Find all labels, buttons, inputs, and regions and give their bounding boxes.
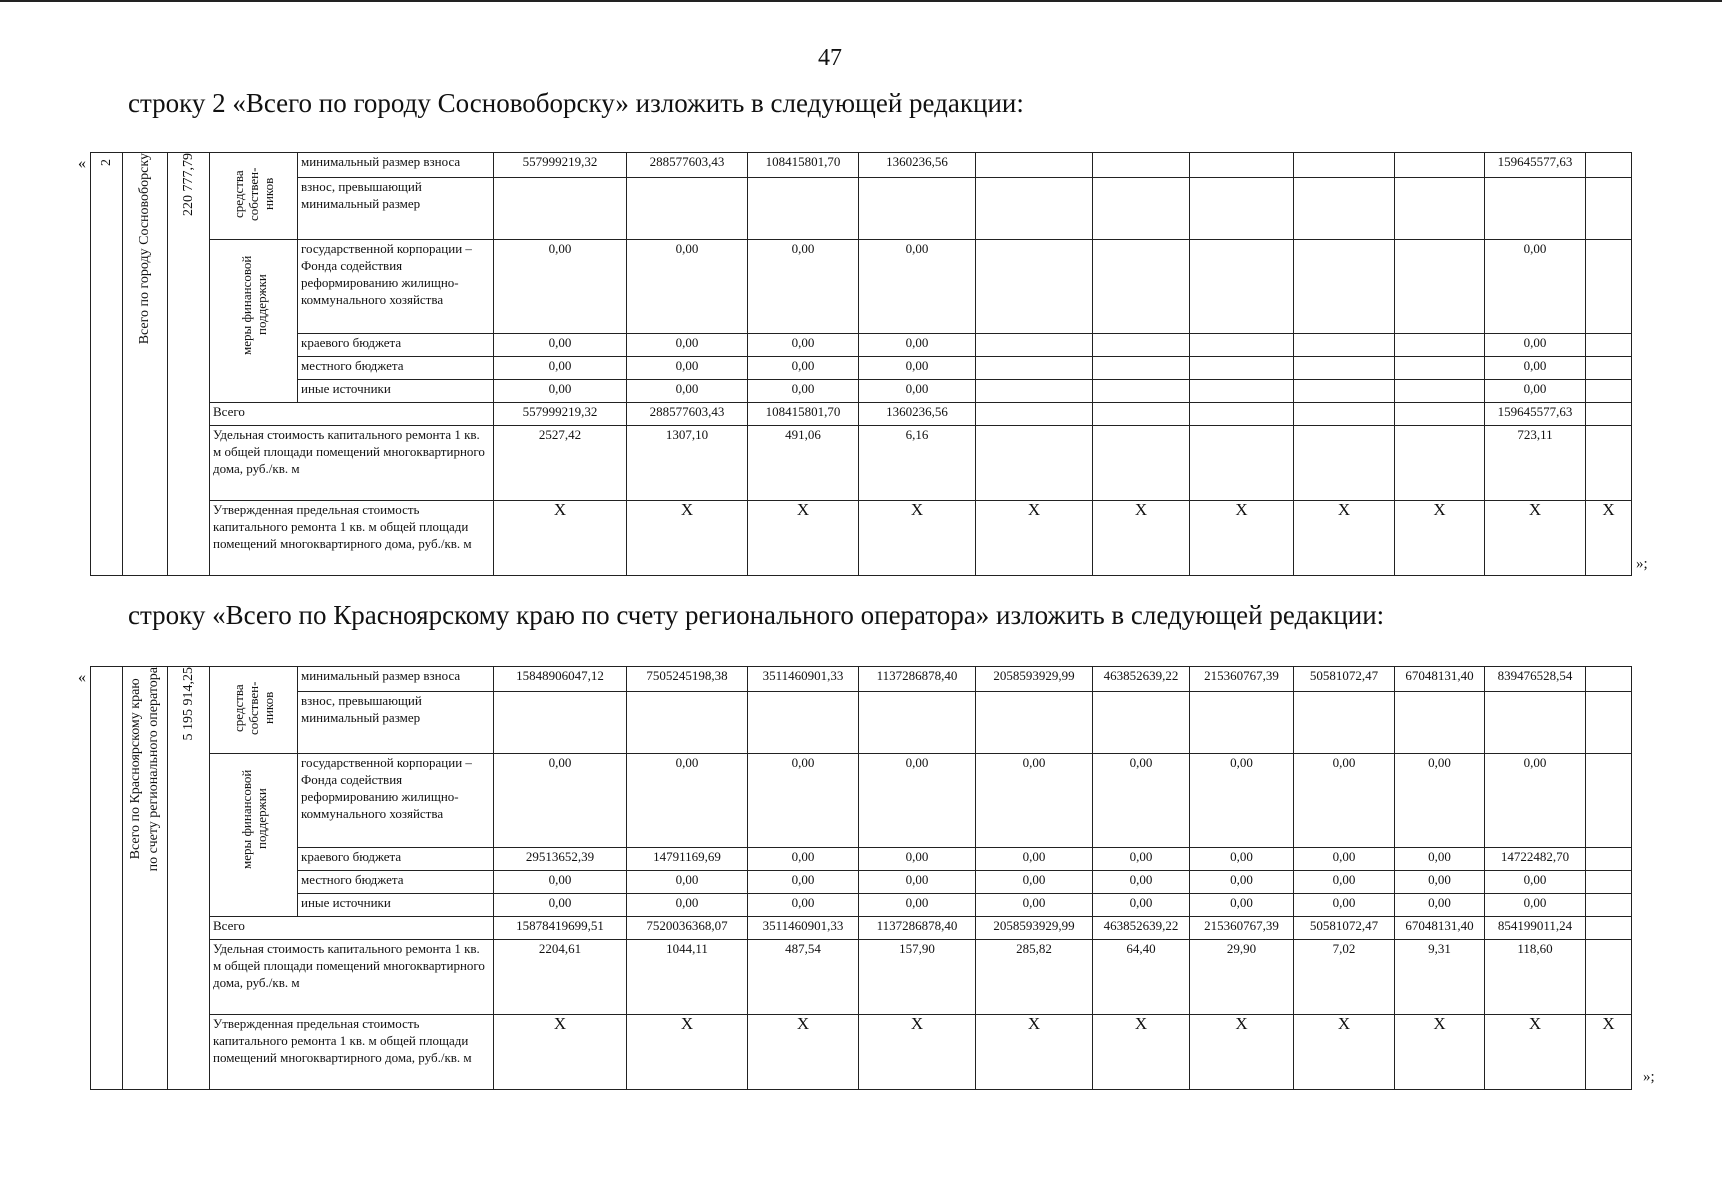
total-col-8: 50581072,47 xyxy=(1294,917,1395,940)
local-budget-col-7 xyxy=(1190,357,1294,380)
regional-budget-col-1: 29513652,39 xyxy=(494,848,627,871)
local-budget-col-8: 0,00 xyxy=(1294,871,1395,894)
regional-budget-col-6 xyxy=(1093,334,1190,357)
unit-cost-col-2: 1044,11 xyxy=(627,940,748,1015)
local-budget-col-10: 0,00 xyxy=(1485,871,1586,894)
state-corp-col-11 xyxy=(1586,754,1632,848)
total-col-11 xyxy=(1586,917,1632,940)
regional-budget-col-4: 0,00 xyxy=(859,848,976,871)
approved-limit-col-2: X xyxy=(627,1015,748,1090)
over-min-fee-label: взнос, превышающий минимальный размер xyxy=(298,691,494,753)
min-fee-col-5 xyxy=(976,153,1093,178)
regional-budget-col-7 xyxy=(1190,334,1294,357)
approved-limit-col-8: X xyxy=(1294,501,1395,576)
regional-budget-col-5 xyxy=(976,334,1093,357)
total-col-1: 15878419699,51 xyxy=(494,917,627,940)
approved-limit-col-11: X xyxy=(1586,501,1632,576)
other-sources-col-7 xyxy=(1190,380,1294,403)
local-budget-col-3: 0,00 xyxy=(748,871,859,894)
total-col-10: 854199011,24 xyxy=(1485,917,1586,940)
row-number-cell xyxy=(91,667,123,1090)
local-budget-col-2: 0,00 xyxy=(627,871,748,894)
approved-limit-col-7: X xyxy=(1190,1015,1294,1090)
unit-cost-col-6: 64,40 xyxy=(1093,940,1190,1015)
row-name-cell xyxy=(123,153,168,576)
other-sources-col-5 xyxy=(976,380,1093,403)
approved-limit-col-6: X xyxy=(1093,501,1190,576)
state-corp-col-6: 0,00 xyxy=(1093,754,1190,848)
total-label: Всего xyxy=(210,917,494,940)
regional-budget-col-11 xyxy=(1586,334,1632,357)
state-corp-col-2: 0,00 xyxy=(627,240,748,334)
state-corp-col-2: 0,00 xyxy=(627,754,748,848)
approved-limit-col-3: X xyxy=(748,1015,859,1090)
total-col-3: 108415801,70 xyxy=(748,403,859,426)
total-label: Всего xyxy=(210,403,494,426)
approved-limit-col-4: X xyxy=(859,1015,976,1090)
local-budget-col-8 xyxy=(1294,357,1395,380)
unit-cost-col-11 xyxy=(1586,940,1632,1015)
local-budget-col-9 xyxy=(1395,357,1485,380)
other-sources-col-1: 0,00 xyxy=(494,380,627,403)
owners-funds-cell xyxy=(210,153,298,240)
other-sources-col-5: 0,00 xyxy=(976,894,1093,917)
area-cell xyxy=(168,667,210,1090)
state-corp-col-5 xyxy=(976,240,1093,334)
table-row xyxy=(91,691,1632,753)
min-fee-label: минимальный размер взноса xyxy=(298,153,494,178)
min-fee-col-9: 67048131,40 xyxy=(1395,667,1485,692)
table-row xyxy=(91,667,1632,692)
other-sources-col-10: 0,00 xyxy=(1485,894,1586,917)
local-budget-col-5: 0,00 xyxy=(976,871,1093,894)
table-row xyxy=(91,894,1632,917)
local-budget-col-11 xyxy=(1586,357,1632,380)
min-fee-col-7 xyxy=(1190,153,1294,178)
local-budget-col-6: 0,00 xyxy=(1093,871,1190,894)
table-row xyxy=(91,871,1632,894)
local-budget-label: местного бюджета xyxy=(298,871,494,894)
regional-budget-col-9: 0,00 xyxy=(1395,848,1485,871)
approved-limit-col-6: X xyxy=(1093,1015,1190,1090)
top-rule xyxy=(0,0,1722,2)
min-fee-col-11 xyxy=(1586,153,1632,178)
unit-cost-col-5 xyxy=(976,426,1093,501)
state-corp-col-4: 0,00 xyxy=(859,240,976,334)
other-sources-label: иные источники xyxy=(298,380,494,403)
quote-close: »; xyxy=(1643,1069,1655,1085)
state-corp-col-11 xyxy=(1586,240,1632,334)
other-sources-col-9 xyxy=(1395,380,1485,403)
regional-budget-col-5: 0,00 xyxy=(976,848,1093,871)
total-col-4: 1137286878,40 xyxy=(859,917,976,940)
local-budget-col-1: 0,00 xyxy=(494,357,627,380)
unit-cost-label: Удельная стоимость капитального ремонта 1 кв. м общей площади помещений многоквартирного дома, руб./кв. м xyxy=(210,426,494,501)
approved-limit-col-5: X xyxy=(976,1015,1093,1090)
area-value: 5 195 914,25 xyxy=(180,667,196,741)
regional-budget-col-2: 14791169,69 xyxy=(627,848,748,871)
state-corp-col-1: 0,00 xyxy=(494,240,627,334)
min-fee-col-2: 288577603,43 xyxy=(627,153,748,178)
row-number: 2 xyxy=(98,159,114,166)
min-fee-col-5: 2058593929,99 xyxy=(976,667,1093,692)
approved-limit-col-4: X xyxy=(859,501,976,576)
min-fee-col-1: 15848906047,12 xyxy=(494,667,627,692)
min-fee-col-2: 7505245198,38 xyxy=(627,667,748,692)
approved-limit-label: Утвержденная предельная стоимость капитального ремонта 1 кв. м общей площади помещений многоквартирного дома, руб./кв. м xyxy=(210,1015,494,1090)
approved-limit-label: Утвержденная предельная стоимость капитального ремонта 1 кв. м общей площади помещений многоквартирного дома, руб./кв. м xyxy=(210,501,494,576)
min-fee-col-7: 215360767,39 xyxy=(1190,667,1294,692)
total-col-2: 7520036368,07 xyxy=(627,917,748,940)
unit-cost-col-4: 157,90 xyxy=(859,940,976,1015)
table-sosnovoborsk xyxy=(90,152,1632,576)
regional-budget-col-4: 0,00 xyxy=(859,334,976,357)
support-measures-cell xyxy=(210,754,298,917)
table-row xyxy=(91,334,1632,357)
other-sources-col-8 xyxy=(1294,380,1395,403)
approved-limit-col-9: X xyxy=(1395,1015,1485,1090)
regional-budget-col-10: 14722482,70 xyxy=(1485,848,1586,871)
unit-cost-col-10: 723,11 xyxy=(1485,426,1586,501)
heading-sosnovoborsk: строку 2 «Всего по городу Сосновоборску» изложить в следующей редакции: xyxy=(128,88,1024,118)
total-col-6: 463852639,22 xyxy=(1093,917,1190,940)
state-corp-col-3: 0,00 xyxy=(748,754,859,848)
state-corp-label: государственной корпорации – Фонда содействия реформированию жилищно-коммунального хозяйства xyxy=(298,240,494,334)
min-fee-col-4: 1360236,56 xyxy=(859,153,976,178)
min-fee-col-10: 839476528,54 xyxy=(1485,667,1586,692)
local-budget-col-9: 0,00 xyxy=(1395,871,1485,894)
regional-budget-col-8 xyxy=(1294,334,1395,357)
approved-limit-col-10: X xyxy=(1485,501,1586,576)
regional-budget-col-8: 0,00 xyxy=(1294,848,1395,871)
state-corp-col-10: 0,00 xyxy=(1485,754,1586,848)
unit-cost-col-2: 1307,10 xyxy=(627,426,748,501)
support-measures-cell xyxy=(210,240,298,403)
other-sources-col-11 xyxy=(1586,894,1632,917)
min-fee-col-3: 3511460901,33 xyxy=(748,667,859,692)
total-col-11 xyxy=(1586,403,1632,426)
total-col-7 xyxy=(1190,403,1294,426)
local-budget-col-6 xyxy=(1093,357,1190,380)
unit-cost-col-4: 6,16 xyxy=(859,426,976,501)
other-sources-col-6 xyxy=(1093,380,1190,403)
unit-cost-col-10: 118,60 xyxy=(1485,940,1586,1015)
table-row xyxy=(91,403,1632,426)
unit-cost-col-1: 2204,61 xyxy=(494,940,627,1015)
owners-funds-label: средства собствен-ников xyxy=(231,681,276,735)
state-corp-col-4: 0,00 xyxy=(859,754,976,848)
total-col-9: 67048131,40 xyxy=(1395,917,1485,940)
regional-budget-col-7: 0,00 xyxy=(1190,848,1294,871)
approved-limit-col-1: X xyxy=(494,1015,627,1090)
table-krasnoyarsk xyxy=(90,666,1632,1090)
unit-cost-col-8: 7,02 xyxy=(1294,940,1395,1015)
regional-budget-col-6: 0,00 xyxy=(1093,848,1190,871)
regional-budget-col-9 xyxy=(1395,334,1485,357)
total-col-8 xyxy=(1294,403,1395,426)
regional-budget-col-1: 0,00 xyxy=(494,334,627,357)
state-corp-col-7: 0,00 xyxy=(1190,754,1294,848)
table-row xyxy=(91,754,1632,848)
regional-budget-col-10: 0,00 xyxy=(1485,334,1586,357)
row-name xyxy=(127,667,163,871)
local-budget-col-4: 0,00 xyxy=(859,357,976,380)
unit-cost-col-7 xyxy=(1190,426,1294,501)
table-row xyxy=(91,940,1632,1015)
min-fee-label: минимальный размер взноса xyxy=(298,667,494,692)
unit-cost-col-9: 9,31 xyxy=(1395,940,1485,1015)
heading-krasnoyarsk: строку «Всего по Красноярскому краю по счету регионального оператора» изложить в следующей редакции: xyxy=(128,600,1385,630)
other-sources-col-4: 0,00 xyxy=(859,894,976,917)
total-col-9 xyxy=(1395,403,1485,426)
table-row xyxy=(91,426,1632,501)
other-sources-col-2: 0,00 xyxy=(627,894,748,917)
state-corp-col-5: 0,00 xyxy=(976,754,1093,848)
state-corp-col-8: 0,00 xyxy=(1294,754,1395,848)
table-row xyxy=(91,848,1632,871)
min-fee-col-6 xyxy=(1093,153,1190,178)
unit-cost-label: Удельная стоимость капитального ремонта 1 кв. м общей площади помещений многоквартирного дома, руб./кв. м xyxy=(210,940,494,1015)
min-fee-col-6: 463852639,22 xyxy=(1093,667,1190,692)
over-min-fee-label: взнос, превышающий минимальный размер xyxy=(298,177,494,239)
min-fee-col-8 xyxy=(1294,153,1395,178)
approved-limit-col-10: X xyxy=(1485,1015,1586,1090)
table-row xyxy=(91,357,1632,380)
other-sources-col-9: 0,00 xyxy=(1395,894,1485,917)
other-sources-col-11 xyxy=(1586,380,1632,403)
unit-cost-col-9 xyxy=(1395,426,1485,501)
local-budget-label: местного бюджета xyxy=(298,357,494,380)
other-sources-col-10: 0,00 xyxy=(1485,380,1586,403)
state-corp-col-9: 0,00 xyxy=(1395,754,1485,848)
approved-limit-col-7: X xyxy=(1190,501,1294,576)
total-col-5: 2058593929,99 xyxy=(976,917,1093,940)
approved-limit-col-11: X xyxy=(1586,1015,1632,1090)
regional-budget-label: краевого бюджета xyxy=(298,848,494,871)
row-name-line-2: по счету регионального оператора xyxy=(146,667,161,872)
area-value: 220 777,79 xyxy=(180,153,196,216)
row-name: Всего по городу Сосновоборску xyxy=(137,153,152,345)
unit-cost-col-3: 491,06 xyxy=(748,426,859,501)
other-sources-label: иные источники xyxy=(298,894,494,917)
state-corp-col-6 xyxy=(1093,240,1190,334)
other-sources-col-1: 0,00 xyxy=(494,894,627,917)
total-col-3: 3511460901,33 xyxy=(748,917,859,940)
min-fee-col-8: 50581072,47 xyxy=(1294,667,1395,692)
other-sources-col-4: 0,00 xyxy=(859,380,976,403)
total-col-1: 557999219,32 xyxy=(494,403,627,426)
state-corp-col-3: 0,00 xyxy=(748,240,859,334)
table-row xyxy=(91,917,1632,940)
local-budget-col-2: 0,00 xyxy=(627,357,748,380)
local-budget-col-4: 0,00 xyxy=(859,871,976,894)
table-row xyxy=(91,501,1632,576)
row-number-cell xyxy=(91,153,123,576)
state-corp-label: государственной корпорации – Фонда содействия реформированию жилищно-коммунального хозяйства xyxy=(298,754,494,848)
other-sources-col-2: 0,00 xyxy=(627,380,748,403)
min-fee-col-3: 108415801,70 xyxy=(748,153,859,178)
local-budget-col-5 xyxy=(976,357,1093,380)
unit-cost-col-7: 29,90 xyxy=(1190,940,1294,1015)
local-budget-col-11 xyxy=(1586,871,1632,894)
unit-cost-col-5: 285,82 xyxy=(976,940,1093,1015)
quote-open: « xyxy=(78,669,86,686)
other-sources-col-7: 0,00 xyxy=(1190,894,1294,917)
regional-budget-label: краевого бюджета xyxy=(298,334,494,357)
unit-cost-col-3: 487,54 xyxy=(748,940,859,1015)
state-corp-col-9 xyxy=(1395,240,1485,334)
regional-budget-col-3: 0,00 xyxy=(748,334,859,357)
regional-budget-col-2: 0,00 xyxy=(627,334,748,357)
unit-cost-col-6 xyxy=(1093,426,1190,501)
unit-cost-col-11 xyxy=(1586,426,1632,501)
total-col-7: 215360767,39 xyxy=(1190,917,1294,940)
total-col-4: 1360236,56 xyxy=(859,403,976,426)
state-corp-col-8 xyxy=(1294,240,1395,334)
total-col-5 xyxy=(976,403,1093,426)
state-corp-col-10: 0,00 xyxy=(1485,240,1586,334)
approved-limit-col-5: X xyxy=(976,501,1093,576)
support-measures-label: меры финансовой поддержки xyxy=(238,769,269,869)
owners-funds-label: средства собствен-ников xyxy=(231,167,276,221)
approved-limit-col-9: X xyxy=(1395,501,1485,576)
min-fee-col-10: 159645577,63 xyxy=(1485,153,1586,178)
min-fee-col-11 xyxy=(1586,667,1632,692)
unit-cost-col-1: 2527,42 xyxy=(494,426,627,501)
local-budget-col-1: 0,00 xyxy=(494,871,627,894)
approved-limit-col-8: X xyxy=(1294,1015,1395,1090)
state-corp-col-1: 0,00 xyxy=(494,754,627,848)
table-row xyxy=(91,1015,1632,1090)
support-measures-label: меры финансовой поддержки xyxy=(238,255,269,355)
area-cell xyxy=(168,153,210,576)
row-name-line-1: Всего по Красноярскому краю xyxy=(128,678,143,860)
min-fee-col-9 xyxy=(1395,153,1485,178)
total-col-6 xyxy=(1093,403,1190,426)
local-budget-col-7: 0,00 xyxy=(1190,871,1294,894)
quote-open: « xyxy=(78,155,86,172)
owners-funds-cell xyxy=(210,667,298,754)
approved-limit-col-1: X xyxy=(494,501,627,576)
min-fee-col-4: 1137286878,40 xyxy=(859,667,976,692)
approved-limit-col-2: X xyxy=(627,501,748,576)
table-row xyxy=(91,177,1632,239)
quote-close: »; xyxy=(1636,556,1648,572)
unit-cost-col-8 xyxy=(1294,426,1395,501)
table-row xyxy=(91,240,1632,334)
local-budget-col-10: 0,00 xyxy=(1485,357,1586,380)
row-name-cell xyxy=(123,667,168,1090)
other-sources-col-3: 0,00 xyxy=(748,894,859,917)
min-fee-col-1: 557999219,32 xyxy=(494,153,627,178)
other-sources-col-6: 0,00 xyxy=(1093,894,1190,917)
regional-budget-col-3: 0,00 xyxy=(748,848,859,871)
state-corp-col-7 xyxy=(1190,240,1294,334)
table-row xyxy=(91,153,1632,178)
page-number: 47 xyxy=(818,45,842,71)
local-budget-col-3: 0,00 xyxy=(748,357,859,380)
approved-limit-col-3: X xyxy=(748,501,859,576)
total-col-10: 159645577,63 xyxy=(1485,403,1586,426)
table-row xyxy=(91,380,1632,403)
other-sources-col-8: 0,00 xyxy=(1294,894,1395,917)
total-col-2: 288577603,43 xyxy=(627,403,748,426)
regional-budget-col-11 xyxy=(1586,848,1632,871)
other-sources-col-3: 0,00 xyxy=(748,380,859,403)
